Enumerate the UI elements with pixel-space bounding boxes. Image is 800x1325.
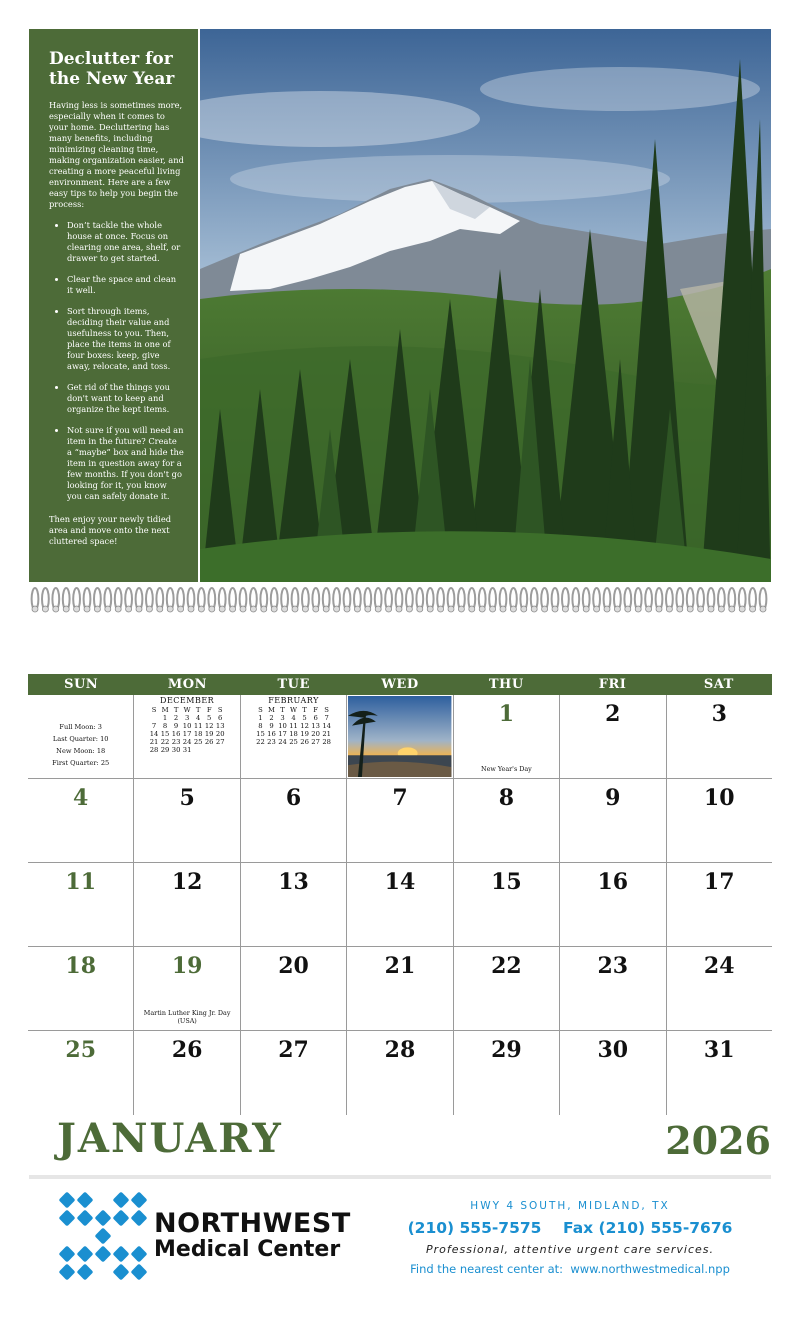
- company-website[interactable]: Find the nearest center at: www.northwestmedical.npp: [410, 1262, 730, 1276]
- day-cell[interactable]: [559, 1031, 665, 1115]
- tip-item: • Not sure if you will need an item in the future? Create a “maybe” box and hide the item in question away for a few months. If you don't go looking for it, you know you can safely donate it.: [67, 425, 184, 502]
- mini-day-header: T: [302, 705, 307, 714]
- calendar-grid: [28, 674, 772, 1115]
- spiral-hole: [53, 606, 59, 612]
- spiral-hole: [74, 606, 80, 612]
- day-number: 25: [65, 1037, 97, 1063]
- mini-day: 23: [267, 737, 276, 746]
- mini-day: 30: [171, 745, 181, 754]
- spiral-hole: [635, 606, 641, 612]
- tip-item: • Sort through items, deciding their value and usefulness to you. Then, place the items in one of four boxes: keep, give away, relocate, and toss.: [67, 306, 184, 372]
- logo-diamond: [77, 1210, 94, 1227]
- mini-day-header: S: [324, 705, 329, 714]
- mini-day: 14: [149, 729, 159, 738]
- spiral-hole: [729, 606, 735, 612]
- mini-day-header: T: [195, 705, 201, 714]
- article-title: Declutter for the New Year: [49, 49, 175, 89]
- article-intro: Having less is sometimes more, especially when it comes to your home. Decluttering has many benefits, including minimizing cleaning time, making organization easier, and creating a more peaceful living environment. Here are a few easy tips to help you begin the process:: [49, 100, 184, 209]
- mini-day: 16: [171, 729, 181, 738]
- spiral-hole: [157, 606, 163, 612]
- mini-day: 6: [218, 713, 223, 722]
- mini-day: 23: [171, 737, 181, 746]
- mini-day: [193, 746, 204, 754]
- spiral-hole: [542, 606, 548, 612]
- mini-day-header: M: [161, 705, 169, 714]
- logo-diamond: [131, 1192, 148, 1209]
- day-number: 5: [179, 785, 195, 811]
- mini-day: 20: [311, 729, 320, 738]
- mini-day-header: S: [151, 705, 157, 714]
- spiral-hole: [479, 606, 485, 612]
- mini-day: 11: [193, 721, 203, 730]
- day-cell[interactable]: [453, 947, 559, 1030]
- spiral-hole: [126, 606, 132, 612]
- spiral-hole: [292, 606, 298, 612]
- week-row: [28, 1031, 772, 1115]
- mini-day: 15: [160, 729, 170, 738]
- day-number: 20: [278, 953, 309, 979]
- mini-day-header: F: [206, 705, 212, 714]
- weekday-header: [28, 674, 772, 695]
- day-cell[interactable]: [240, 1031, 346, 1115]
- weekday-label: THU: [488, 677, 524, 692]
- mini-day: 13: [311, 721, 320, 730]
- holiday-label: New Year's Day: [481, 765, 532, 773]
- tip-item: • Don’t tackle the whole house at once. Focus on clearing one area, shelf, or drawer to get started.: [67, 220, 184, 264]
- spiral-hole: [739, 606, 745, 612]
- week-row: [28, 695, 772, 779]
- mini-day-header: F: [313, 705, 318, 714]
- spiral-hole: [32, 606, 38, 612]
- mini-day: 28: [322, 737, 331, 746]
- spiral-hole: [750, 606, 756, 612]
- mini-day: 6: [313, 713, 318, 722]
- mini-day: 5: [207, 713, 212, 722]
- mini-day: 9: [269, 721, 274, 730]
- mini-day: 27: [311, 737, 320, 746]
- mini-day: 12: [300, 721, 309, 730]
- top-panel: [29, 29, 771, 599]
- beach-sunset-photo: [348, 696, 451, 777]
- moon-phases-cell: [28, 695, 133, 778]
- spiral-hole: [448, 606, 454, 612]
- spiral-hole: [250, 606, 256, 612]
- spiral-hole: [438, 606, 444, 612]
- spiral-hole: [698, 606, 704, 612]
- spiral-hole: [666, 606, 672, 612]
- day-cell[interactable]: [453, 1031, 559, 1115]
- spiral-hole: [469, 606, 475, 612]
- logo-diamond: [131, 1210, 148, 1227]
- spiral-hole: [219, 606, 225, 612]
- spiral-hole: [323, 606, 329, 612]
- spiral-hole: [604, 606, 610, 612]
- weekday-label: SAT: [703, 677, 734, 692]
- spiral-hole: [656, 606, 662, 612]
- day-cell[interactable]: [133, 1031, 239, 1115]
- spiral-hole: [490, 606, 496, 612]
- day-cell[interactable]: [453, 779, 559, 862]
- day-number: 15: [491, 869, 522, 895]
- mini-day: 31: [182, 745, 192, 754]
- logo-diamond: [59, 1264, 76, 1281]
- day-number: 26: [171, 1037, 203, 1063]
- mini-day: 19: [204, 729, 214, 738]
- day-number: 8: [498, 785, 515, 811]
- day-number: 14: [384, 869, 416, 895]
- logo-diamond: [77, 1246, 94, 1263]
- logo-diamond: [113, 1246, 130, 1263]
- spiral-hole: [708, 606, 714, 612]
- mountain-photo: [200, 29, 771, 599]
- mini-day: 1: [258, 713, 263, 722]
- spiral-hole: [718, 606, 724, 612]
- spiral-hole: [63, 606, 69, 612]
- mini-day-header: S: [258, 705, 263, 714]
- spiral-hole: [261, 606, 267, 612]
- holiday-label: Martin Luther King Jr. Day (USA): [143, 1009, 231, 1025]
- spiral-hole: [573, 606, 579, 612]
- mini-day: 20: [215, 729, 225, 738]
- mini-day: 13: [215, 721, 225, 730]
- day-number: 16: [597, 869, 629, 895]
- weekday-label: WED: [381, 677, 419, 692]
- day-number: 31: [703, 1037, 735, 1063]
- mini-day: 22: [256, 737, 265, 746]
- logo-diamond: [113, 1264, 130, 1281]
- day-cell[interactable]: [346, 779, 452, 862]
- spiral-hole: [84, 606, 90, 612]
- logo-diamond: [77, 1264, 94, 1281]
- spiral-hole: [646, 606, 652, 612]
- day-number: 10: [703, 785, 735, 811]
- moon-phase: Full Moon: 3: [59, 723, 102, 731]
- logo-diamond: [95, 1228, 112, 1245]
- mini-day-header: M: [268, 705, 275, 714]
- weekday-label: TUE: [277, 677, 310, 692]
- mini-day: 24: [182, 737, 192, 746]
- spiral-hole: [552, 606, 558, 612]
- mini-day: 29: [160, 745, 170, 754]
- spiral-hole: [271, 606, 277, 612]
- spiral-hole: [302, 606, 308, 612]
- spiral-hole: [427, 606, 433, 612]
- mini-day: [204, 746, 215, 754]
- mini-day: 15: [256, 729, 265, 738]
- moon-phase: First Quarter: 25: [52, 759, 110, 767]
- spiral-hole: [188, 606, 194, 612]
- day-number: 24: [703, 953, 735, 979]
- spiral-hole: [209, 606, 215, 612]
- day-number: 1: [498, 701, 515, 727]
- mini-day: 3: [184, 713, 190, 722]
- mini-day: 26: [300, 737, 309, 746]
- mini-day: 8: [162, 721, 168, 730]
- mini-day: 16: [267, 729, 276, 738]
- mini-day: 2: [269, 713, 274, 722]
- divider: [29, 1175, 771, 1179]
- company-address: HWY 4 SOUTH, MIDLAND, TX: [470, 1200, 670, 1212]
- mini-day: 11: [289, 721, 298, 730]
- day-cell[interactable]: [666, 863, 772, 946]
- day-number: 30: [597, 1037, 629, 1063]
- mini-day: 7: [151, 721, 157, 730]
- day-cell[interactable]: [666, 779, 772, 862]
- logo-diamond: [131, 1264, 148, 1281]
- mini-day-header: T: [280, 705, 285, 714]
- mini-day-header: W: [183, 705, 191, 714]
- mini-day: 5: [302, 713, 307, 722]
- spiral-hole: [94, 606, 100, 612]
- day-number: 27: [278, 1037, 309, 1063]
- mini-calendar-table: [149, 706, 226, 754]
- day-cell[interactable]: [28, 1031, 133, 1115]
- spiral-hole: [386, 606, 392, 612]
- mini-day: 3: [280, 713, 285, 722]
- day-cell[interactable]: [559, 863, 665, 946]
- spiral-hole: [500, 606, 506, 612]
- logo-diamond: [59, 1192, 76, 1209]
- mini-day: 21: [322, 729, 331, 738]
- spiral-hole: [105, 606, 111, 612]
- prev-month-cell: [133, 695, 239, 778]
- spiral-hole: [510, 606, 516, 612]
- mini-day: 1: [162, 713, 168, 722]
- spiral-hole: [583, 606, 589, 612]
- spiral-hole: [677, 606, 683, 612]
- mini-day: [215, 746, 226, 754]
- moon-phase: Last Quarter: 10: [52, 735, 109, 743]
- day-number: 3: [711, 701, 727, 727]
- mini-calendar-february: [241, 697, 346, 746]
- spiral-hole: [406, 606, 412, 612]
- spiral-hole: [365, 606, 371, 612]
- beach-photo-cell: [346, 695, 452, 778]
- tips-list: [49, 220, 184, 502]
- weekday-label: SUN: [64, 677, 99, 692]
- day-cell[interactable]: [346, 947, 452, 1030]
- day-cell[interactable]: [666, 695, 772, 778]
- day-number: 18: [65, 953, 97, 979]
- logo-diamond: [131, 1246, 148, 1263]
- day-number: 22: [491, 953, 522, 979]
- spiral-hole: [521, 606, 527, 612]
- day-cell[interactable]: [346, 863, 452, 946]
- day-cell[interactable]: [559, 695, 665, 778]
- spiral-hole: [531, 606, 537, 612]
- day-number: 11: [65, 869, 97, 895]
- weekday-label: FRI: [598, 677, 627, 692]
- logo-diamond: [77, 1192, 94, 1209]
- spiral-hole: [167, 606, 173, 612]
- spiral-hole: [354, 606, 360, 612]
- blue-diamond-x-logo-icon: [57, 1190, 153, 1286]
- spiral-hole: [417, 606, 423, 612]
- mini-day: 10: [182, 721, 192, 730]
- company-phones: (210) 555-7575 Fax (210) 555-7676: [407, 1219, 733, 1237]
- day-cell[interactable]: [28, 863, 133, 946]
- spiral-hole: [687, 606, 693, 612]
- mini-calendar-title: FEBRUARY: [268, 696, 319, 705]
- mini-day: 12: [204, 721, 214, 730]
- day-number: 13: [278, 869, 309, 895]
- mini-day: 4: [195, 713, 201, 722]
- mini-day: 18: [289, 729, 298, 738]
- next-month-cell: [240, 695, 346, 778]
- day-number: 19: [171, 953, 203, 979]
- spiral-hole: [760, 606, 766, 612]
- mini-day: 10: [278, 721, 287, 730]
- spiral-binding: [29, 582, 771, 618]
- day-cell[interactable]: [28, 947, 133, 1030]
- day-number: 21: [384, 953, 416, 979]
- company-tagline: Professional, attentive urgent care services.: [425, 1243, 714, 1256]
- spiral-hole: [230, 606, 236, 612]
- mini-day: 25: [193, 737, 203, 746]
- day-cell[interactable]: [133, 779, 239, 862]
- mini-day-header: T: [173, 705, 179, 714]
- day-number: 2: [605, 701, 621, 727]
- spiral-hole: [344, 606, 350, 612]
- spiral-hole: [625, 606, 631, 612]
- week-row: [28, 947, 772, 1031]
- logo-diamond: [113, 1210, 130, 1227]
- day-number: 9: [605, 785, 621, 811]
- mini-day-header: W: [290, 705, 298, 714]
- mini-day: 7: [324, 713, 329, 722]
- mini-day: 22: [160, 737, 170, 746]
- day-cell[interactable]: [666, 947, 772, 1030]
- spiral-hole: [458, 606, 464, 612]
- day-number: 17: [703, 869, 735, 895]
- spiral-hole: [562, 606, 568, 612]
- mini-day: [149, 714, 160, 722]
- day-cell[interactable]: [666, 1031, 772, 1115]
- day-number: 7: [392, 785, 408, 811]
- week-row: [28, 863, 772, 947]
- tip-item: • Clear the space and clean it well.: [67, 274, 184, 296]
- day-cell[interactable]: [240, 779, 346, 862]
- mini-day: 8: [258, 721, 263, 730]
- mini-day: 2: [173, 713, 179, 722]
- mini-day: 28: [149, 745, 159, 754]
- spiral-hole: [313, 606, 319, 612]
- mini-day: 14: [322, 721, 331, 730]
- month-title: JANUARY: [57, 1115, 283, 1162]
- day-cell[interactable]: [453, 863, 559, 946]
- mini-day: 21: [149, 737, 159, 746]
- day-cell[interactable]: [28, 779, 133, 862]
- spiral-hole: [594, 606, 600, 612]
- mini-calendar-table: [255, 706, 332, 746]
- mini-day: 4: [291, 713, 296, 722]
- spiral-hole: [375, 606, 381, 612]
- day-cell[interactable]: [559, 779, 665, 862]
- day-cell[interactable]: [133, 947, 239, 1030]
- spiral-hole: [614, 606, 620, 612]
- mini-calendar-title: DECEMBER: [160, 696, 215, 705]
- day-number: 23: [597, 953, 629, 979]
- week-row: [28, 779, 772, 863]
- spiral-hole: [136, 606, 142, 612]
- weekday-label: MON: [167, 677, 207, 692]
- moon-phase: New Moon: 18: [56, 747, 106, 755]
- day-cell[interactable]: [240, 947, 346, 1030]
- logo-diamond: [113, 1192, 130, 1209]
- mini-day: 17: [182, 729, 192, 738]
- mini-calendar-december: [134, 697, 239, 754]
- logo-diamond: [59, 1246, 76, 1263]
- day-cell[interactable]: [240, 863, 346, 946]
- logo-diamond: [59, 1210, 76, 1227]
- article-panel: [29, 29, 198, 599]
- moon-phases: [28, 721, 133, 769]
- spiral-hole: [240, 606, 246, 612]
- logo-diamond: [95, 1246, 112, 1263]
- mini-day: 18: [193, 729, 203, 738]
- spiral-hole: [198, 606, 204, 612]
- mini-day: 26: [204, 737, 214, 746]
- company-name: NORTHWEST: [154, 1208, 351, 1239]
- mini-day: 17: [278, 729, 287, 738]
- spiral-hole: [146, 606, 152, 612]
- mini-day-header: S: [217, 705, 223, 714]
- tip-item: • Get rid of the things you don't want to keep and organize the kept items.: [67, 382, 184, 415]
- spiral-hole: [334, 606, 340, 612]
- day-number: 12: [171, 869, 203, 895]
- mini-day: 27: [215, 737, 225, 746]
- mini-day: 9: [173, 721, 179, 730]
- day-cell[interactable]: [346, 1031, 452, 1115]
- article-closing: Then enjoy your newly tidied area and move onto the next cluttered space!: [49, 514, 172, 546]
- year-title: 2026: [665, 1118, 771, 1163]
- day-cell[interactable]: [133, 863, 239, 946]
- logo-diamond: [95, 1210, 112, 1227]
- day-number: 6: [285, 785, 302, 811]
- day-number: 29: [491, 1037, 522, 1063]
- day-cell[interactable]: [559, 947, 665, 1030]
- mini-day: 24: [278, 737, 287, 746]
- spiral-hole: [396, 606, 402, 612]
- spiral-hole: [115, 606, 121, 612]
- spiral-hole: [282, 606, 288, 612]
- spiral-hole: [42, 606, 48, 612]
- spiral-hole: [178, 606, 184, 612]
- day-cell[interactable]: [453, 695, 559, 778]
- mini-day: 25: [289, 737, 298, 746]
- day-number: 28: [384, 1037, 416, 1063]
- mini-day: 19: [300, 729, 309, 738]
- day-number: 4: [73, 785, 89, 811]
- company-subname: Medical Center: [154, 1237, 341, 1262]
